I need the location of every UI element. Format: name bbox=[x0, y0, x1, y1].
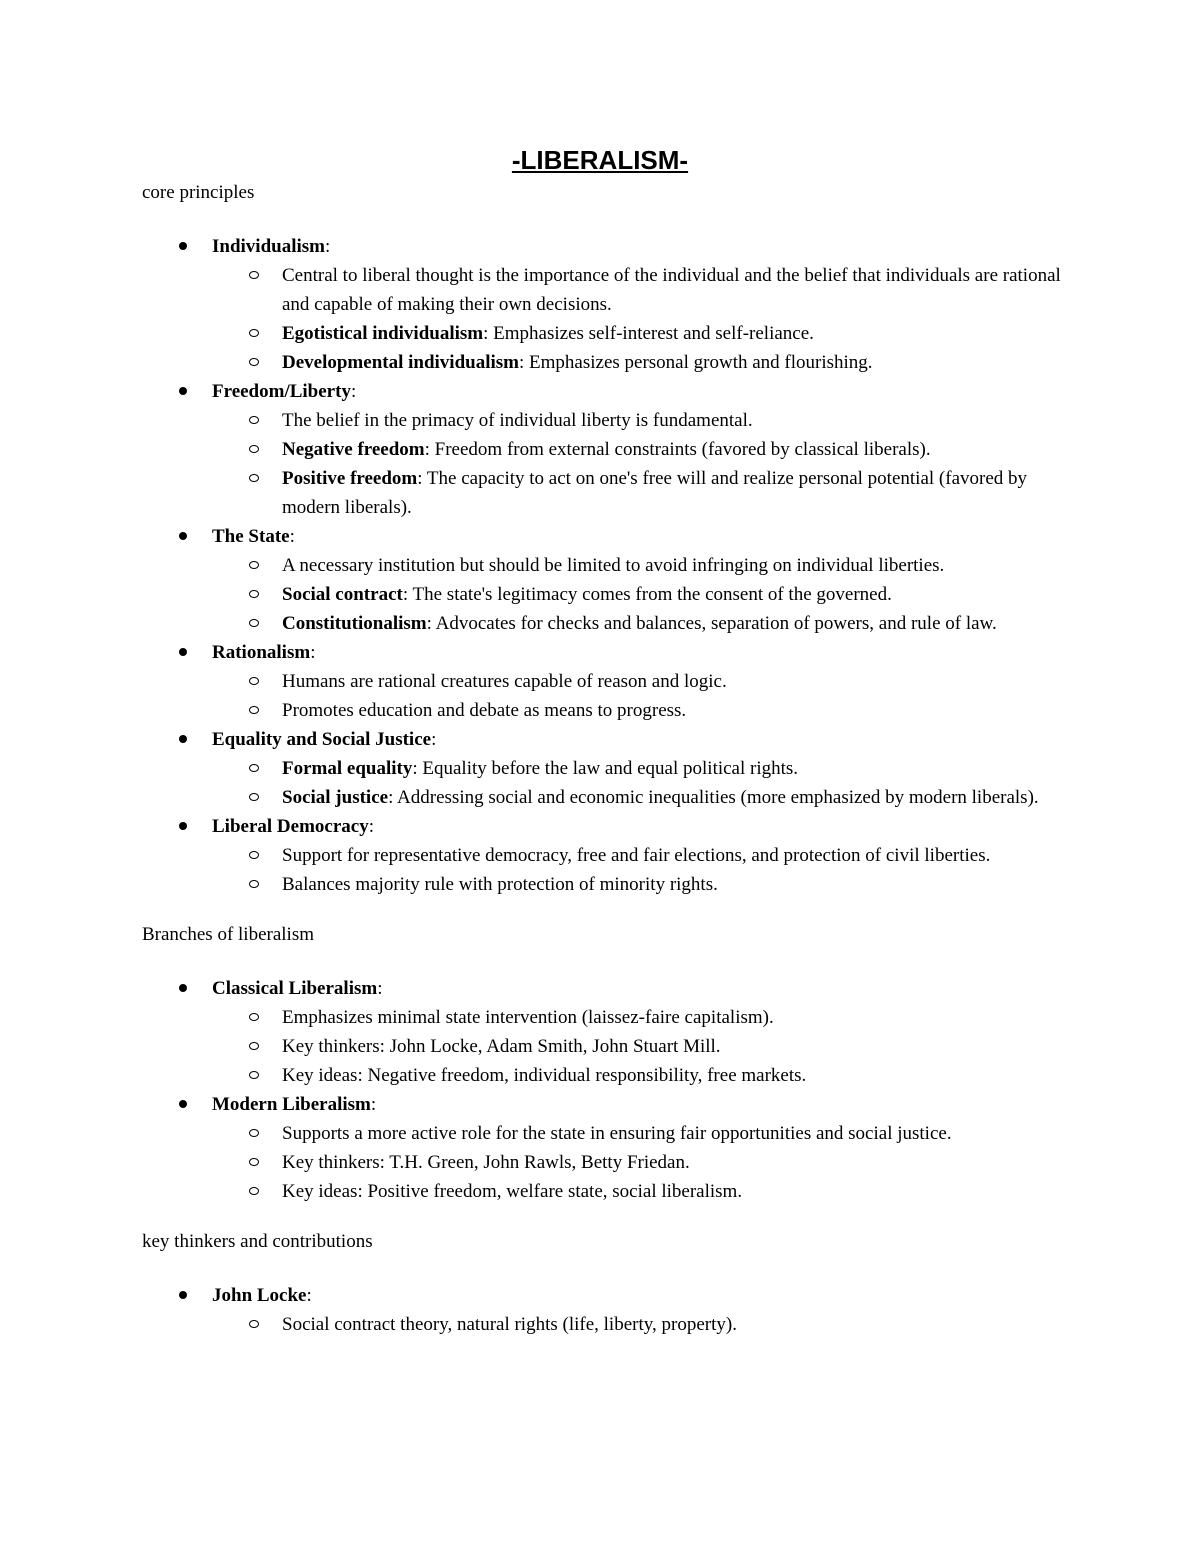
bullet-disc-icon bbox=[179, 1291, 187, 1299]
bullet-circle-icon bbox=[249, 1071, 259, 1079]
sub-list-item bbox=[212, 783, 1072, 812]
sub-list-item bbox=[212, 870, 1072, 899]
sub-item-text: : Emphasizes personal growth and flourishing. bbox=[519, 352, 873, 373]
item-term: Individualism bbox=[212, 236, 325, 257]
sub-item-text: : Addressing social and economic inequalities (more emphasized by modern liberals). bbox=[388, 787, 1039, 808]
sub-list-item bbox=[212, 1310, 1072, 1339]
item-term: Rationalism bbox=[212, 642, 311, 663]
item-suffix: : bbox=[325, 236, 331, 257]
sub-list-item bbox=[212, 1061, 1072, 1090]
bullet-circle-icon bbox=[249, 1129, 259, 1137]
item-suffix: : bbox=[350, 381, 357, 402]
sub-item-text: : Advocates for checks and balances, separation of powers, and rule of law. bbox=[426, 613, 997, 634]
list-item bbox=[142, 725, 1072, 812]
bullet-circle-icon bbox=[249, 329, 259, 337]
sub-list-item bbox=[212, 464, 1072, 522]
bullet-circle-icon bbox=[249, 1158, 259, 1166]
bullet-circle-icon bbox=[249, 561, 259, 569]
bullet-circle-icon bbox=[249, 474, 259, 482]
list-item bbox=[142, 974, 1072, 1090]
list-item bbox=[142, 522, 1072, 638]
section-heading: Branches of liberalism bbox=[142, 924, 315, 945]
bullet-circle-icon bbox=[249, 1187, 259, 1195]
sub-bullet-list bbox=[212, 261, 1072, 377]
sub-item-text: A necessary institution but should be limited to avoid infringing on individual liberties. bbox=[282, 555, 945, 576]
section-spacer bbox=[142, 1256, 1072, 1281]
bullet-disc-icon bbox=[179, 648, 187, 656]
bullet-circle-icon bbox=[249, 358, 259, 366]
sub-item-text: Key thinkers: T.H. Green, John Rawls, Betty Friedan. bbox=[282, 1152, 690, 1173]
list-item bbox=[142, 1090, 1072, 1206]
sub-list-item bbox=[212, 1032, 1072, 1061]
sub-list-item bbox=[212, 1119, 1072, 1148]
bullet-disc-icon bbox=[179, 532, 187, 540]
sub-bullet-list bbox=[212, 667, 1072, 725]
sub-bullet-list bbox=[212, 1119, 1072, 1206]
sub-item-text: Supports a more active role for the state in ensuring fair opportunities and social justice. bbox=[282, 1123, 952, 1144]
sub-bullet-list bbox=[212, 1003, 1072, 1090]
bullet-circle-icon bbox=[249, 677, 259, 685]
sub-item-term: Developmental individualism bbox=[282, 352, 519, 373]
section-spacer bbox=[142, 949, 1072, 974]
item-term: The State bbox=[212, 526, 290, 547]
sub-list-item bbox=[212, 754, 1072, 783]
sub-item-term: Formal equality bbox=[282, 758, 413, 779]
sub-item-text: Key ideas: Positive freedom, welfare state, social liberalism. bbox=[282, 1181, 743, 1202]
sub-item-text: The belief in the primacy of individual liberty is fundamental. bbox=[282, 410, 753, 431]
section-heading: key thinkers and contributions bbox=[142, 1231, 373, 1252]
sub-bullet-list bbox=[212, 1310, 1072, 1339]
item-term: Classical Liberalism bbox=[212, 978, 378, 999]
sub-bullet-list bbox=[212, 406, 1072, 522]
item-suffix: : bbox=[377, 978, 383, 999]
item-suffix: : bbox=[306, 1285, 312, 1306]
bullet-disc-icon bbox=[179, 735, 187, 743]
bullet-disc-icon bbox=[179, 242, 187, 250]
sub-list-item bbox=[212, 551, 1072, 580]
section-spacer bbox=[142, 1206, 1072, 1227]
sub-list-item bbox=[212, 609, 1072, 638]
sub-item-text: Social contract theory, natural rights (life, liberty, property). bbox=[282, 1314, 737, 1335]
sub-item-text: Balances majority rule with protection of minority rights. bbox=[282, 874, 718, 895]
list-item bbox=[142, 377, 1072, 522]
bullet-circle-icon bbox=[249, 271, 259, 279]
sub-item-term: Positive freedom bbox=[282, 468, 418, 489]
bullet-circle-icon bbox=[249, 793, 259, 801]
sub-list-item bbox=[212, 348, 1072, 377]
bullet-circle-icon bbox=[249, 619, 259, 627]
sub-item-text: Key ideas: Negative freedom, individual responsibility, free markets. bbox=[282, 1065, 807, 1086]
bullet-circle-icon bbox=[249, 590, 259, 598]
sub-item-text: Central to liberal thought is the importance of the individual and the belief that individuals are rational and capable of making their own decisions. bbox=[282, 265, 1061, 315]
sub-item-text: Promotes education and debate as means to progress. bbox=[282, 700, 687, 721]
item-term: John Locke bbox=[212, 1285, 307, 1306]
sub-item-text: Emphasizes minimal state intervention (laissez-faire capitalism). bbox=[282, 1007, 774, 1028]
item-term: Modern Liberalism bbox=[212, 1094, 371, 1115]
bullet-circle-icon bbox=[249, 1042, 259, 1050]
item-suffix: : bbox=[310, 642, 316, 663]
bullet-list bbox=[142, 1281, 1072, 1339]
section-spacer bbox=[142, 899, 1072, 920]
sub-item-term: Social contract bbox=[282, 584, 403, 605]
bullet-circle-icon bbox=[249, 1013, 259, 1021]
sub-list-item bbox=[212, 261, 1072, 319]
list-item bbox=[142, 812, 1072, 899]
sub-bullet-list bbox=[212, 841, 1072, 899]
sub-item-text: : The state's legitimacy comes from the consent of the governed. bbox=[402, 584, 892, 605]
sub-item-text: : The capacity to act on one's free will and realize personal potential (favored by modern liberals). bbox=[282, 468, 1028, 518]
sub-item-text: Support for representative democracy, free and fair elections, and protection of civil liberties. bbox=[282, 845, 991, 866]
sub-list-item bbox=[212, 319, 1072, 348]
bullet-disc-icon bbox=[179, 1100, 187, 1108]
sub-list-item bbox=[212, 841, 1072, 870]
sub-bullet-list bbox=[212, 551, 1072, 638]
sub-list-item bbox=[212, 406, 1072, 435]
section-spacer bbox=[142, 207, 1072, 232]
sub-list-item bbox=[212, 667, 1072, 696]
bullet-disc-icon bbox=[179, 387, 187, 395]
sub-list-item bbox=[212, 580, 1072, 609]
item-suffix: : bbox=[431, 729, 437, 750]
sub-item-text: : Equality before the law and equal political rights. bbox=[412, 758, 799, 779]
sub-list-item bbox=[212, 1148, 1072, 1177]
bullet-circle-icon bbox=[249, 851, 259, 859]
bullet-circle-icon bbox=[249, 764, 259, 772]
sub-item-text: : Freedom from external constraints (favored by classical liberals). bbox=[424, 439, 931, 460]
item-term: Liberal Democracy bbox=[212, 816, 369, 837]
sub-item-term: Constitutionalism bbox=[282, 613, 427, 634]
item-suffix: : bbox=[368, 816, 374, 837]
section-heading: core principles bbox=[142, 182, 255, 203]
sub-list-item bbox=[212, 696, 1072, 725]
document-body bbox=[142, 178, 1072, 1339]
bullet-list bbox=[142, 232, 1072, 899]
sub-item-term: Negative freedom bbox=[282, 439, 425, 460]
sub-list-item bbox=[212, 1177, 1072, 1206]
bullet-list bbox=[142, 974, 1072, 1206]
bullet-circle-icon bbox=[249, 416, 259, 424]
sub-item-text: : Emphasizes self-interest and self-reliance. bbox=[483, 323, 814, 344]
bullet-disc-icon bbox=[179, 822, 187, 830]
page-title: -LIBERALISM- bbox=[511, 145, 689, 175]
item-term: Freedom/Liberty bbox=[212, 381, 351, 402]
sub-list-item bbox=[212, 1003, 1072, 1032]
sub-bullet-list bbox=[212, 754, 1072, 812]
sub-list-item bbox=[212, 435, 1072, 464]
bullet-circle-icon bbox=[249, 445, 259, 453]
sub-item-text: Humans are rational creatures capable of reason and logic. bbox=[282, 671, 727, 692]
list-item bbox=[142, 1281, 1072, 1339]
sub-item-term: Social justice bbox=[282, 787, 389, 808]
item-suffix: : bbox=[370, 1094, 377, 1115]
sub-item-term: Egotistical individualism bbox=[282, 323, 484, 344]
bullet-circle-icon bbox=[249, 706, 259, 714]
item-term: Equality and Social Justice bbox=[212, 729, 432, 750]
bullet-circle-icon bbox=[249, 880, 259, 888]
list-item bbox=[142, 638, 1072, 725]
bullet-circle-icon bbox=[249, 1320, 259, 1328]
sub-item-text: Key thinkers: John Locke, Adam Smith, John Stuart Mill. bbox=[282, 1036, 721, 1057]
bullet-disc-icon bbox=[179, 984, 187, 992]
list-item bbox=[142, 232, 1072, 377]
item-suffix: : bbox=[289, 526, 295, 547]
